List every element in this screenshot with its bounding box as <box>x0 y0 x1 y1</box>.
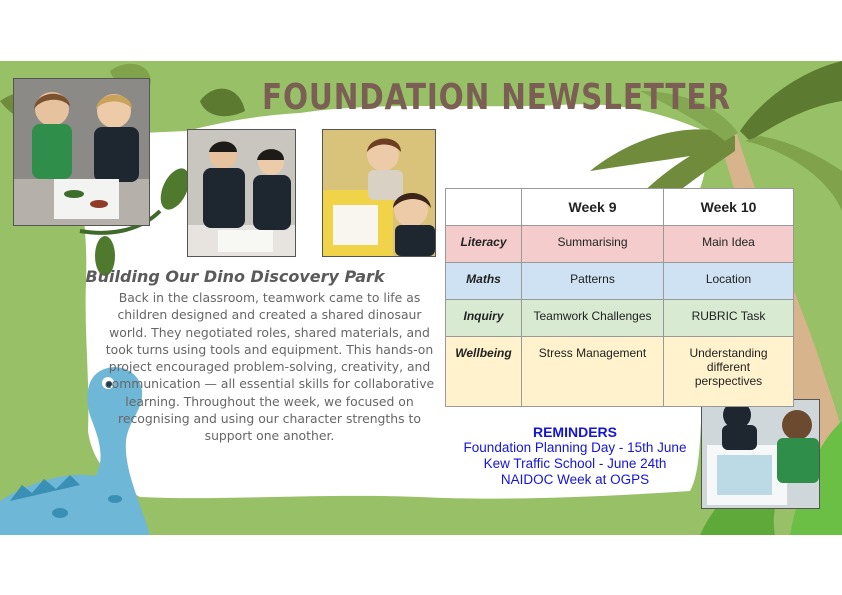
reminder-item: NAIDOC Week at OGPS <box>500 472 650 487</box>
table-row <box>446 226 794 263</box>
cell-week10: Main Idea <box>664 226 794 263</box>
table-header-week9: Week 9 <box>522 189 664 226</box>
article-heading: Building Our Dino Discovery Park <box>85 267 385 286</box>
cell-week9: Teamwork Challenges <box>522 300 664 337</box>
table-row <box>446 300 794 337</box>
row-subject: Literacy <box>446 226 522 263</box>
palm-leaf <box>740 61 842 141</box>
photo-children-with-dinosaurs <box>13 78 150 226</box>
dinosaur-spot <box>52 508 68 518</box>
table-row <box>446 263 794 300</box>
reminders-box <box>450 424 700 488</box>
table-header-corner <box>446 189 522 226</box>
cell-week10: Location <box>664 263 794 300</box>
newsletter-title: FOUNDATION NEWSLETTER <box>262 77 731 118</box>
reminder-item: Kew Traffic School - June 24th <box>483 456 667 471</box>
cell-week10: RUBRIC Task <box>664 300 794 337</box>
weekly-schedule-table <box>445 188 794 407</box>
article-body: Back in the classroom, teamwork came to life as children designed and created a shared dinosaur world. They negotiated roles, shared materials, and took turns using tools and equipment. This hands-on project encouraged problem-solving, creativity, and communication — all essential skills for collaborative learning. Throughout the week, we focused on recognising and using our character strengths to support one another. <box>104 290 435 444</box>
cell-week10 <box>664 337 794 407</box>
row-subject: Wellbeing <box>446 337 522 407</box>
cell-week9: Stress Management <box>522 337 664 407</box>
photo-children-drawing <box>322 129 436 257</box>
newsletter-slide <box>0 61 842 535</box>
reminder-item: Foundation Planning Day - 15th June <box>463 440 687 455</box>
photo-children-posing <box>187 129 296 257</box>
table-header-row <box>446 189 794 226</box>
cell-week10-text: Understanding different perspectives <box>689 346 768 388</box>
photo-children-map-drawing <box>701 399 820 509</box>
row-subject: Maths <box>446 263 522 300</box>
leaf-shape <box>200 89 245 117</box>
reminders-title: REMINDERS <box>532 424 617 440</box>
table-header-week10: Week 10 <box>664 189 794 226</box>
cell-week9: Patterns <box>522 263 664 300</box>
cell-week9: Summarising <box>522 226 664 263</box>
row-subject: Inquiry <box>446 300 522 337</box>
dinosaur-spot <box>108 495 122 503</box>
table-row <box>446 337 794 407</box>
